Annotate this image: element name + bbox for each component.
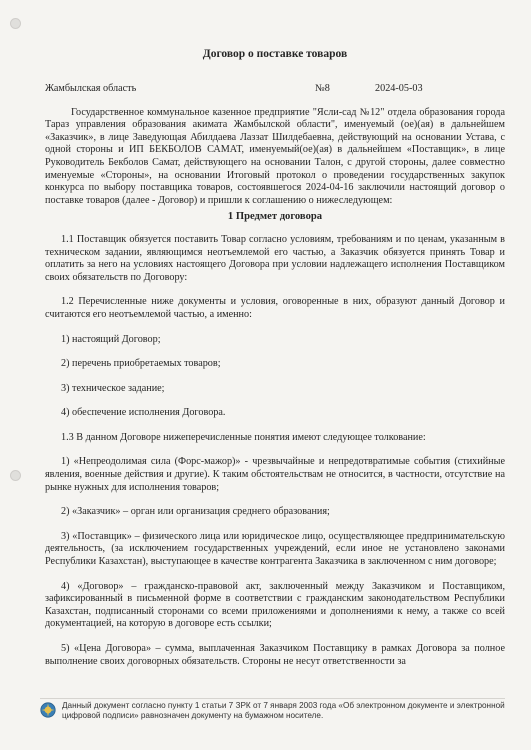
list-item: 3) техническое задание; [61, 382, 165, 394]
region: Жамбылская область [45, 82, 137, 94]
list-item: 4) обеспечение исполнения Договора. [61, 407, 226, 419]
punch-hole-decoration [10, 18, 21, 29]
paragraph-1-2: 1.2 Перечисленные ниже документы и условия, оговоренные в них, образуют данный Договор и считаются его неотъемлемой частью, а именно: [45, 296, 505, 320]
document-body [45, 44, 505, 680]
intro-paragraph: Государственное коммунальное казенное предприятие "Ясли-сад №12" отдела образования города Тараз управления образования акимата Жамбылской области", именуемый (ое)(ая) в дальнейшем «Заказчик», в лице Заведующая Абилдаева Лаззат Шилдебаевна, действующий на основании Устава, с одной стороны и ИП БЕКБОЛОВ САМАТ, именуемый(ое)(ая) в дальнейшем «Поставщик», в лице Руководитель Бекболов Самат, действующего на основании Талон, с другой стороны, далее совместно именуемые «Стороны», на основании Итоговый протокол о проведении государственных закупок конкурса по выбору поставщика товаров, состоявшегося 2024-04-16 заключили настоящий договор о поставке товаров (далее - Договор) и пришли к соглашению о нижеследующем: [45, 106, 505, 206]
document-number: №8 [315, 82, 330, 94]
paragraph-1-1: 1.1 Поставщик обязуется поставить Товар согласно условиям, требованиям и по ценам, указанным в техническом задании, являющимся неотъемлемой его частью, а Заказчик обязуется принять Товар и оплатить за него на условиях настоящего Договора при условии надлежащего исполнения Поставщиком своих обязательств по Договору: [45, 233, 505, 283]
paragraph-1-3: 1.3 В данном Договоре нижеперечисленные понятия имеют следующее толкование: [61, 431, 426, 443]
document-meta [45, 83, 505, 97]
section-heading: 1 Предмет договора [227, 211, 323, 223]
definition-item: 1) «Непреодолимая сила (Форс-мажор)» - чрезвычайные и непредотвратимые события (стихийные явления, военные действия и другие). К таким обстоятельствам не относится, в частности, отсутствие на рынке нужных для исполнения товаров; [45, 456, 505, 493]
footer-notice [40, 701, 505, 739]
definition-item: 5) «Цена Договора» – сумма, выплаченная Заказчиком Поставщику в рамках Договора за полное выполнение своих договорных обязательств. Стороны не несут ответственности за [45, 643, 505, 667]
government-emblem-icon [40, 702, 56, 718]
definition-item: 2) «Заказчик» – орган или организация среднего образования; [61, 506, 330, 518]
list-item: 2) перечень приобретаемых товаров; [61, 358, 221, 370]
document-title: Договор о поставке товаров [202, 48, 348, 60]
punch-hole-decoration [10, 470, 21, 481]
definition-item: 4) «Договор» – гражданско-правовой акт, заключенный между Заказчиком и Поставщиком, зафиксированный в письменной форме в соответствии с гражданским законодательством Республики Казахстан, подписанный сторонами со всеми приложениями и дополнениями к нему, а также со всей документацией, на которую в договоре есть ссылки; [45, 580, 505, 630]
list-item: 1) настоящий Договор; [61, 333, 161, 345]
definition-item: 3) «Поставщик» – физического лица или юридическое лицо, осуществляющее предпринимательскую деятельность, (за исключением государственных учреждений, если иное не установлено законами Республики Казахстан), выступающее в качестве контрагента Заказчика в заключенном с ним договоре; [45, 530, 505, 568]
document-date: 2024-05-03 [375, 82, 423, 94]
footer-text: Данный документ согласно пункту 1 статьи 7 ЗРК от 7 января 2003 года «Об электронном документе и электронной цифровой подписи» равнозначен документу на бумажном носителе. [62, 701, 505, 721]
footer-divider [40, 698, 505, 699]
